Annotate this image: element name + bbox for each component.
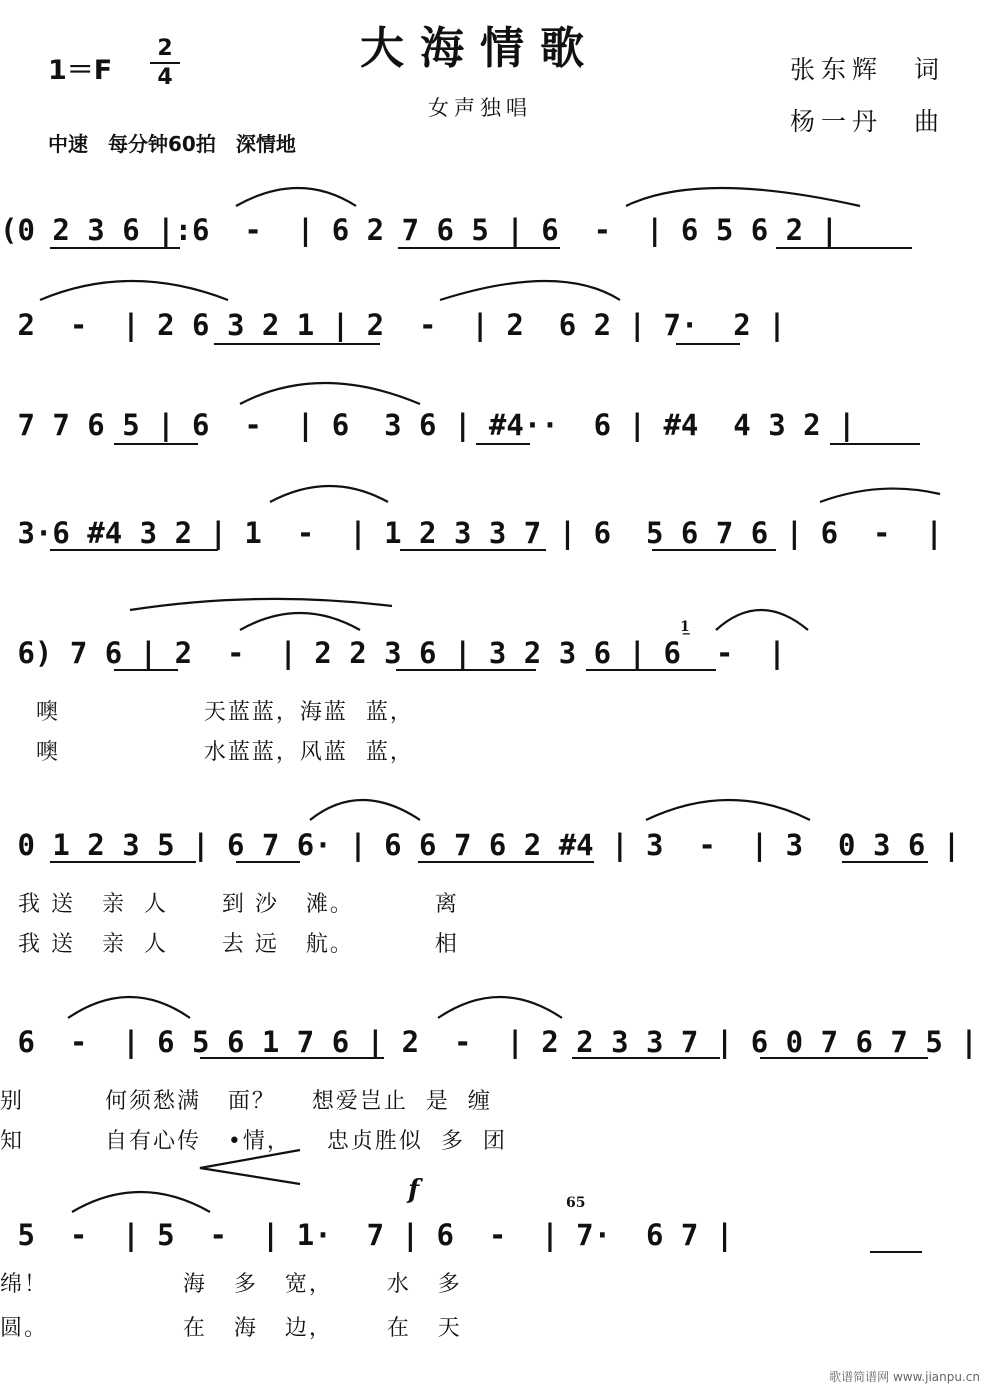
lyrics-verse2-row-7: 知 自有心传 •情， 忠贞胜似 多 团 bbox=[0, 1129, 507, 1154]
slur bbox=[646, 800, 810, 820]
song-title: 大海情歌 bbox=[360, 23, 600, 74]
slur bbox=[310, 800, 420, 820]
score-row-6 bbox=[0, 825, 1000, 965]
grace-note-5: 1̲ bbox=[680, 619, 690, 635]
score-row-8 bbox=[0, 1175, 1000, 1355]
score-row-7 bbox=[0, 1022, 1000, 1162]
key-signature: 1＝F bbox=[48, 55, 113, 86]
lyrics-verse2-row-8: 圆。 在 海 边， 在 天 bbox=[0, 1316, 462, 1341]
grace-note-8: 65 bbox=[566, 1195, 586, 1211]
score-row-4 bbox=[0, 513, 1000, 653]
meter-top: 2 bbox=[157, 36, 173, 61]
dynamic-forte: f bbox=[408, 1175, 420, 1205]
notes-row-7: 6 - | 6 5 6 1 7 6 | 2 - | 2 2 3 3 7 | 6 0 7 6 7 5 | bbox=[0, 1025, 978, 1059]
notes-row-5: 6) 7 6 | 2 - | 2 2 3 6 | 3 2 3 6 | 6 - | bbox=[0, 636, 786, 670]
slur bbox=[68, 997, 190, 1018]
meter-divider bbox=[150, 62, 180, 64]
notes-row-1: (0 2 3 6 |:6 - | 6 2 7 6 5 | 6 - | 6 5 6 2 | bbox=[0, 213, 839, 247]
performance-note: 女声独唱 bbox=[428, 96, 532, 120]
score-row-5 bbox=[0, 619, 1000, 773]
slur bbox=[236, 188, 356, 206]
lyrics-verse1-row-7: 别 何须愁满 面？ 想爱岂止 是 缠 bbox=[0, 1089, 492, 1114]
notes-row-2: 2 - | 2 6 3 2 1 | 2 - | 2 6 2 | 7· 2 | bbox=[0, 308, 786, 342]
notes-row-6: 0 1 2 3 5 | 6 7 6· | 6 6 7 6 2 #4 | 3 - | 3 0 3 6 | bbox=[0, 828, 961, 862]
lyrics-verse1-row-6: 我 送 亲 人 到 沙 滩。 离 bbox=[0, 892, 459, 917]
slur bbox=[438, 997, 562, 1018]
tempo-marking: 中速 每分钟60拍 深情地 bbox=[48, 132, 296, 156]
lyrics-verse2-row-5: 噢 水蓝蓝，风蓝 蓝， bbox=[0, 740, 414, 765]
notes-row-3: 7 7 6 5 | 6 - | 6 3 6 | #4·· 6 | #4 4 3 2 | bbox=[0, 408, 856, 442]
composer-credit: 杨一丹 曲 bbox=[790, 107, 946, 136]
lyricist-credit: 张东辉 词 bbox=[790, 55, 946, 84]
lyrics-verse2-row-6: 我 送 亲 人 去 远 航。 相 bbox=[0, 932, 459, 957]
lyrics-verse1-row-8: 绵！ 海 多 宽， 水 多 bbox=[0, 1272, 462, 1297]
time-signature bbox=[150, 36, 180, 90]
slur bbox=[72, 1192, 210, 1212]
notes-row-8: 5 - | 5 - | 1· 7 | 6 - | 7· 6 7 | bbox=[0, 1218, 734, 1252]
watermark: 歌谱简谱网 www.jianpu.cn bbox=[829, 1370, 980, 1384]
slur bbox=[626, 188, 860, 206]
notes-row-4: 3·6 #4 3 2 | 1 - | 1 2 3 3 7 | 6 5 6 7 6 | 6 - | bbox=[0, 516, 943, 550]
meter-bottom: 4 bbox=[157, 65, 173, 90]
lyrics-verse1-row-5: 噢 天蓝蓝，海蓝 蓝， bbox=[0, 700, 414, 725]
